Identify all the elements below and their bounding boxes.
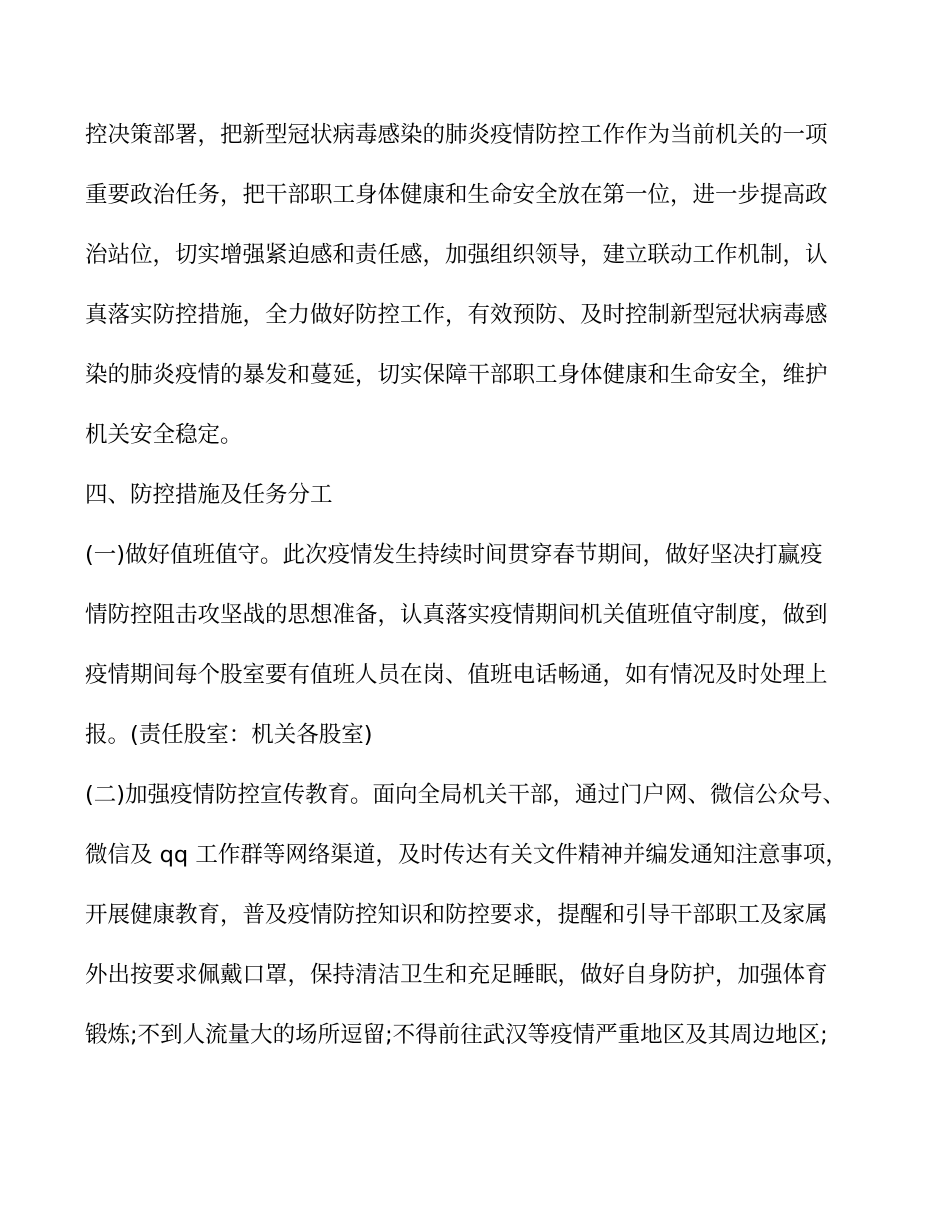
text-line: 情防控阻击攻坚战的思想准备，认真落实疫情期间机关值班值守制度，做到 (85, 602, 828, 628)
text-line: 染的肺炎疫情的暴发和蔓延，切实保障干部职工身体健康和生命安全，维护 (85, 362, 828, 388)
text-line: 重要政治任务，把干部职工身体健康和生命安全放在第一位，进一步提高政 (85, 182, 828, 208)
text-line: 治站位，切实增强紧迫感和责任感，加强组织领导，建立联动工作机制，认 (85, 242, 828, 268)
text-line: 疫情期间每个股室要有值班人员在岗、值班电话畅通，如有情况及时处理上 (85, 662, 828, 688)
text-line: 机关安全稳定。 (85, 422, 243, 448)
text-line: 锻炼;不到人流量大的场所逗留;不得前往武汉等疫情严重地区及其周边地区; (85, 1022, 828, 1048)
text-line: 报。(责任股室：机关各股室) (85, 722, 373, 748)
section-heading: 四、防控措施及任务分工 (85, 482, 333, 508)
text-line: (一)做好值班值守。此次疫情发生持续时间贯穿春节期间，做好坚决打赢疫 (85, 542, 823, 568)
text-line: (二)加强疫情防控宣传教育。面向全局机关干部，通过门户网、微信公众号、 (85, 782, 846, 808)
text-line: 真落实防控措施，全力做好防控工作，有效预防、及时控制新型冠状病毒感 (85, 302, 828, 328)
text-line: 微信及 qq 工作群等网络渠道，及时传达有关文件精神并编发通知注意事项， (85, 842, 848, 868)
text-line: 控决策部署，把新型冠状病毒感染的肺炎疫情防控工作作为当前机关的一项 (85, 122, 828, 148)
text-line: 开展健康教育，普及疫情防控知识和防控要求，提醒和引导干部职工及家属 (85, 902, 828, 928)
text-line: 外出按要求佩戴口罩，保持清洁卫生和充足睡眠，做好自身防护，加强体育 (85, 962, 828, 988)
